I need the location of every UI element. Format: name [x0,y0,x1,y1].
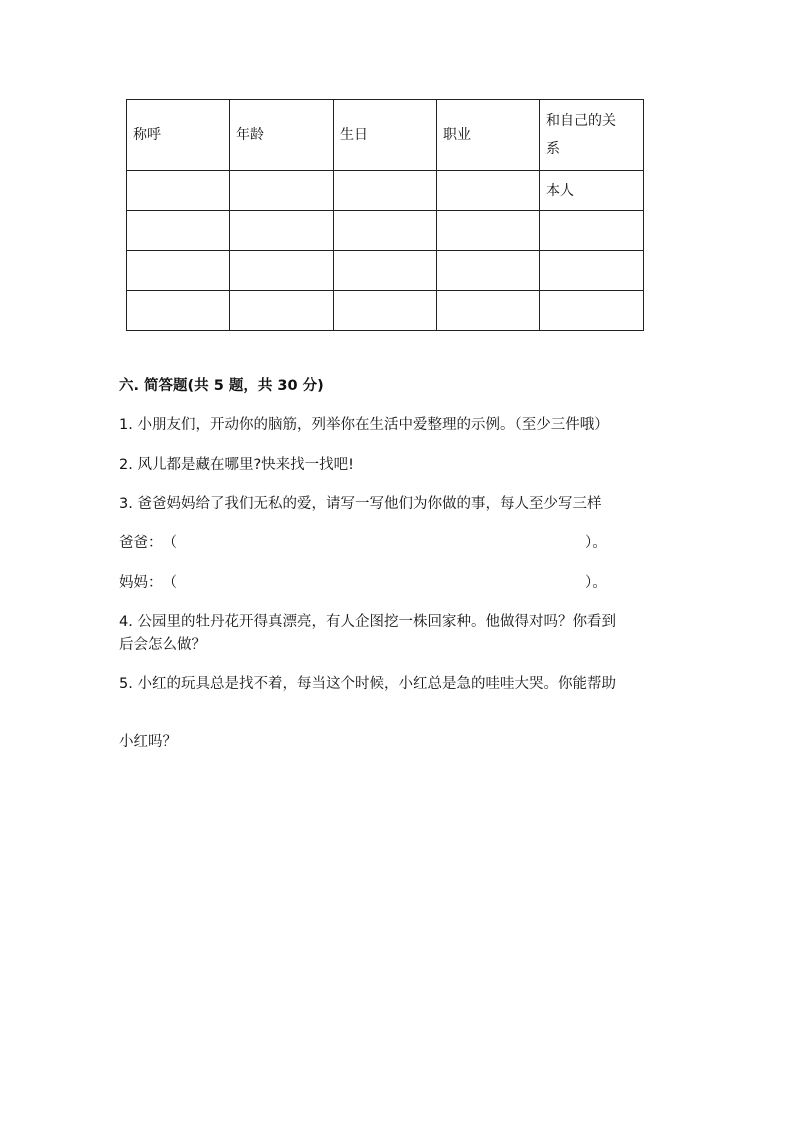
table-cell[interactable] [127,211,230,251]
table-cell[interactable] [540,211,644,251]
dad-label: 爸爸： [119,535,163,551]
answer-row-dad [119,532,607,554]
question-3: 3. 爸爸妈妈给了我们无私的爱，请写一写他们为你做的事，每人至少写三样 [119,496,602,512]
table-cell[interactable] [334,211,437,251]
table-cell[interactable] [437,291,540,331]
close-paren: ）。 [585,575,607,591]
table-cell[interactable] [334,291,437,331]
table-row [127,291,644,331]
table-cell[interactable] [127,171,230,211]
table-cell[interactable] [437,171,540,211]
table-cell[interactable] [127,291,230,331]
question-1: 1. 小朋友们，开动你的脑筋，列举你在生活中爱整理的示例。（至少三件哦） [119,417,609,433]
header-cell-occupation: 职业 [437,100,540,171]
table-cell[interactable] [230,211,334,251]
answer-row-mom [119,572,607,594]
table-cell: 本人 [540,171,644,211]
question-5-line-1: 5. 小红的玩具总是找不着，每当这个时候，小红总是急的哇哇大哭。你能帮助 [119,676,616,692]
open-paren: （ [162,535,177,551]
close-paren: ）。 [585,535,607,551]
question-5-line-2: 小红吗？ [119,734,177,750]
table-row [127,251,644,291]
family-info-table [126,99,644,331]
table-cell[interactable] [230,251,334,291]
section-title: 六. 简答题(共 5 题，共 30 分) [119,378,324,394]
table-cell[interactable] [230,171,334,211]
header-cell-birthday: 生日 [334,100,437,171]
table-cell[interactable] [334,251,437,291]
mom-label: 妈妈： [119,575,163,591]
header-cell-relation [540,100,644,171]
table-cell[interactable] [437,211,540,251]
question-4-line-2: 后会怎么做？ [119,637,206,653]
header-cell-title: 称呼 [127,100,230,171]
question-2: 2. 风儿都是藏在哪里?快来找一找吧! [119,457,354,473]
table-cell[interactable] [540,251,644,291]
table-row [127,211,644,251]
table-cell[interactable] [540,291,644,331]
header-relation-line2: 系 [546,141,560,157]
open-paren: （ [162,575,177,591]
table-cell[interactable] [230,291,334,331]
table-cell[interactable] [127,251,230,291]
header-cell-age: 年龄 [230,100,334,171]
table-cell[interactable] [437,251,540,291]
table-cell[interactable] [334,171,437,211]
table-header-row [127,100,644,171]
table-row [127,171,644,211]
question-4-line-1: 4. 公园里的牡丹花开得真漂亮，有人企图挖一株回家种。他做得对吗？你看到 [119,614,616,630]
header-relation-line1: 和自己的关 [546,113,616,129]
